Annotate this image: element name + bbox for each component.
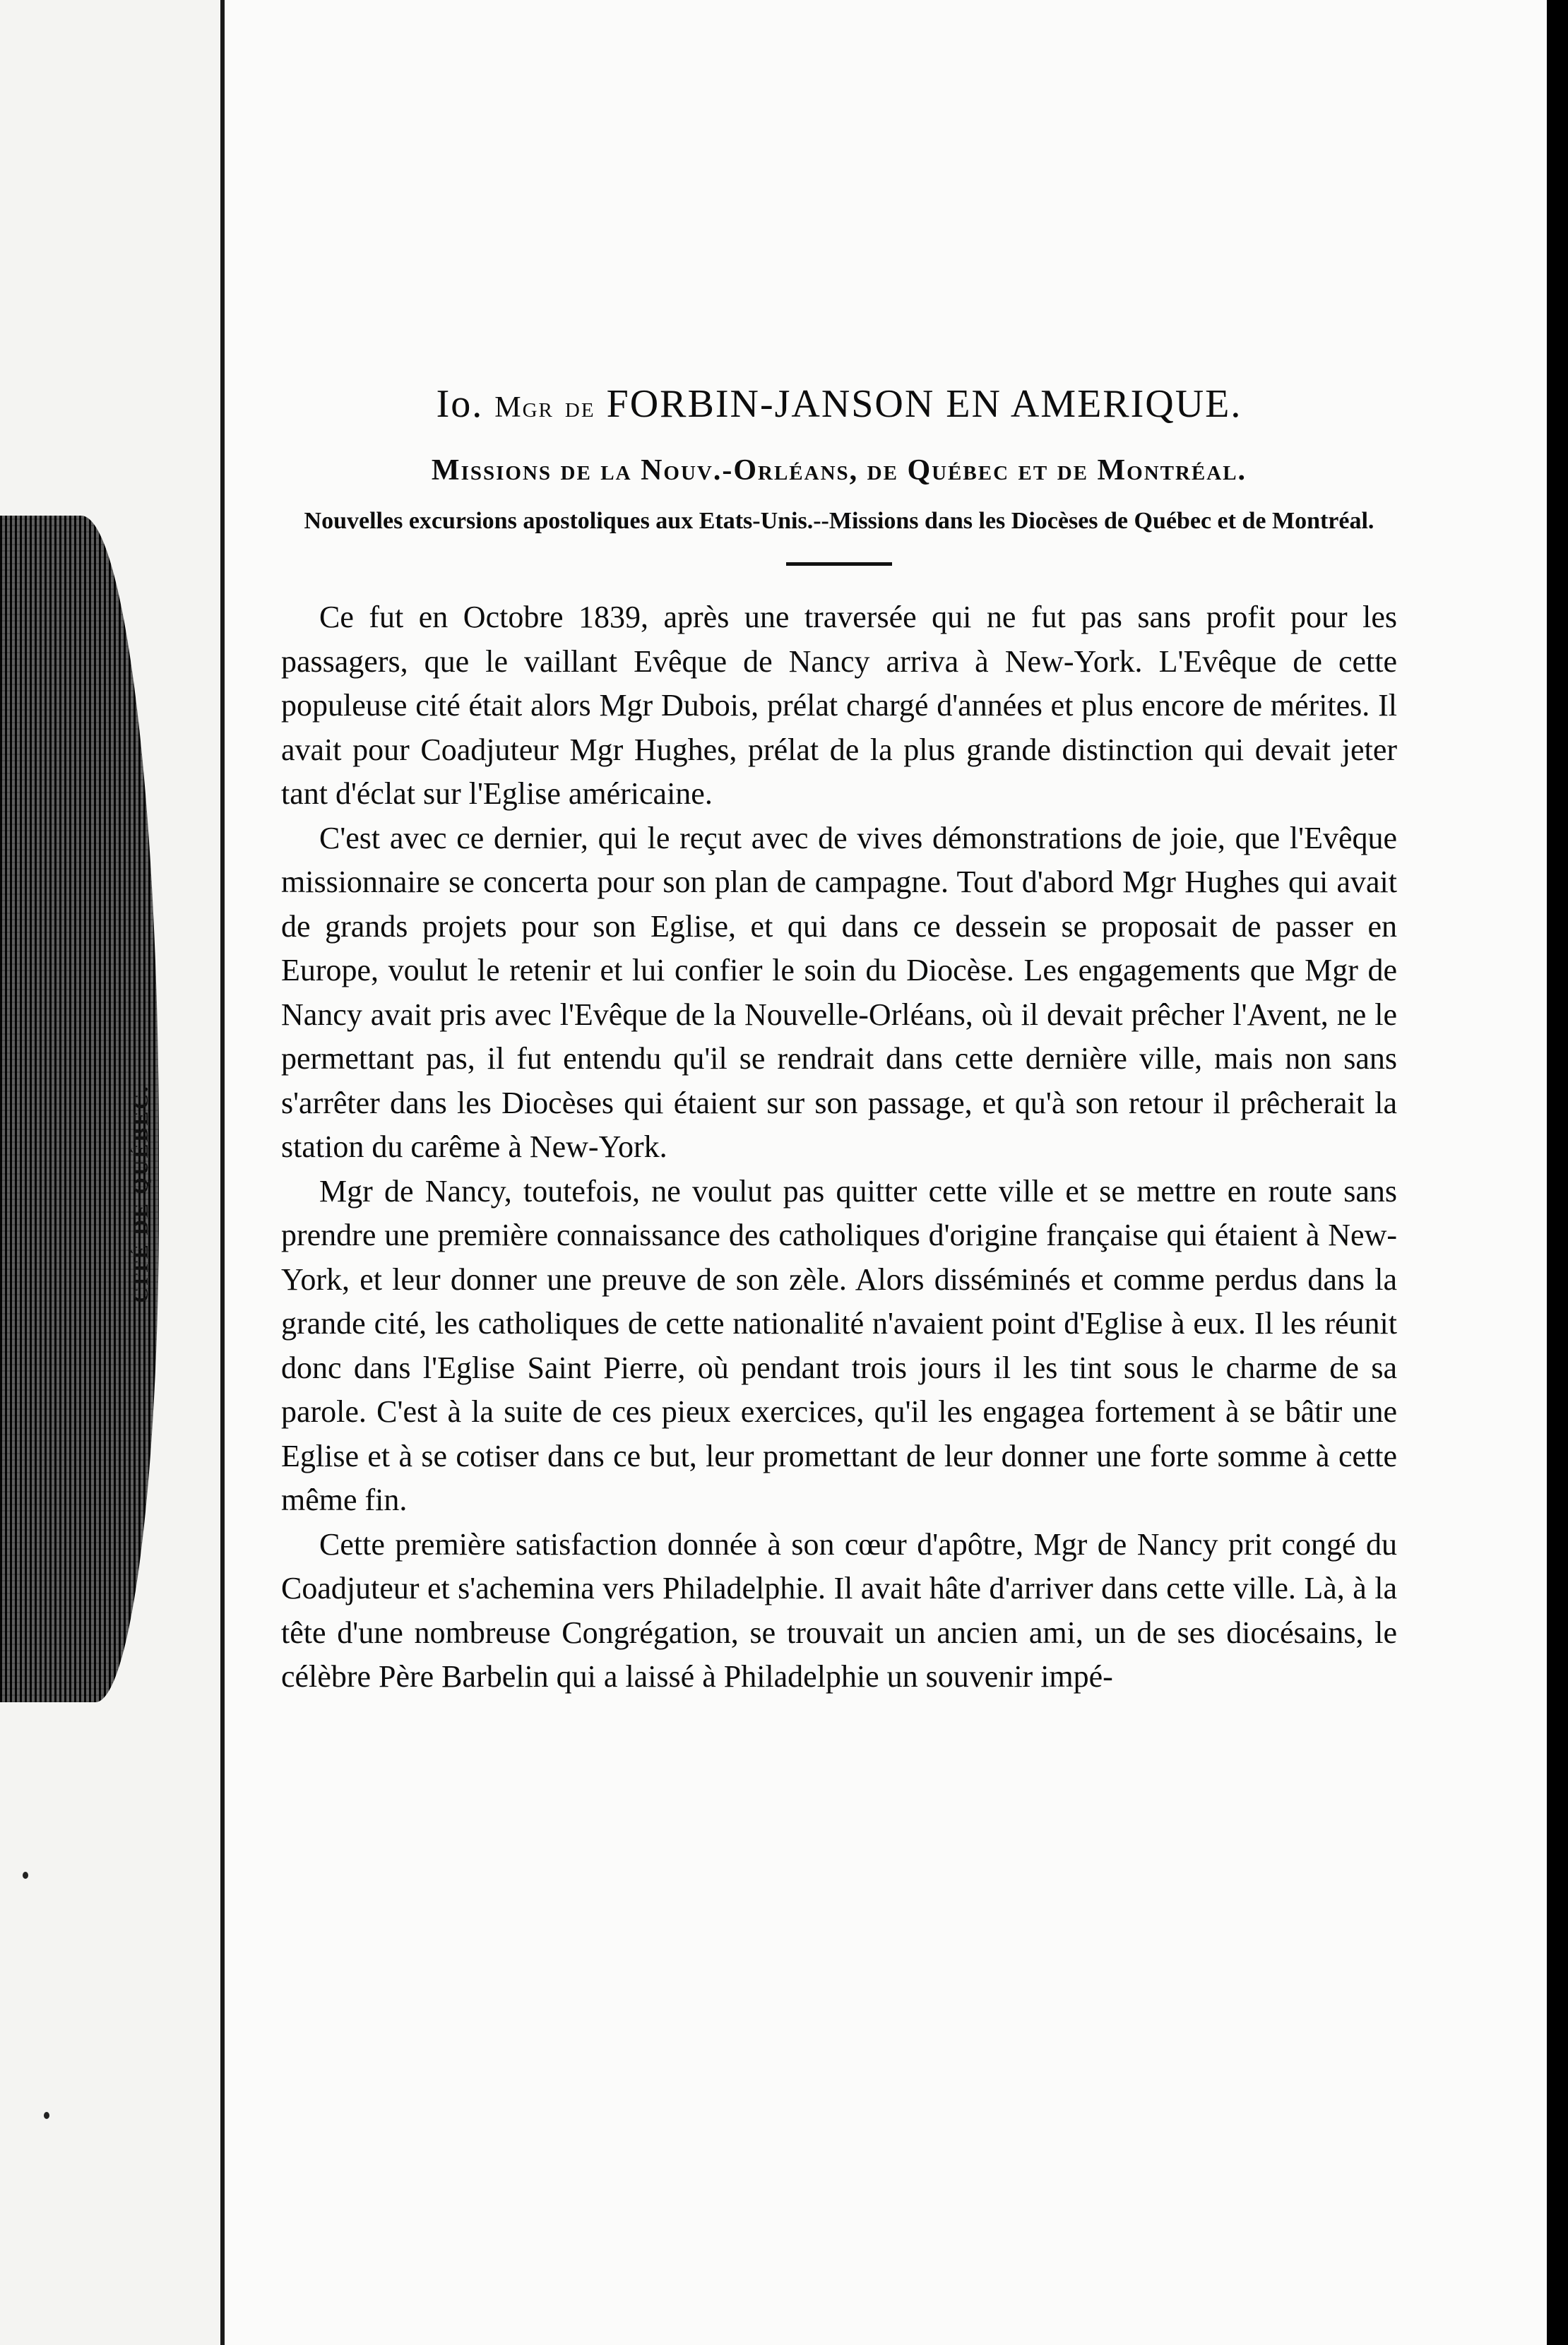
chapter-number: Io. [436, 382, 484, 426]
left-folded-page [0, 0, 225, 2345]
paragraph: Ce fut en Octobre 1839, après une traversée qui ne fut pas sans profit pour les passagers, que le vaillant Evêque de Nancy arriva à New-York. L'Evêque de cette populeuse cité était alors Mgr Dubois, prélat chargé d'années et plus encore de mérites. Il avait pour Coadjuteur Mgr Hughes, prélat de la plus grande distinction qui devait jeter tant d'éclat sur l'Eglise américaine. [281, 600, 1397, 811]
page-content [281, 381, 1397, 1699]
chapter-summary: Nouvelles excursions apostoliques aux Etats-Unis.--Missions dans les Diocèses de Québec et de Montréal. [304, 508, 1374, 534]
chapter-title-de: de [564, 391, 595, 424]
chapter-subtitle: Missions de la Nouv.-Orléans, de Québec et de Montréal. [431, 454, 1247, 487]
chapter-title [281, 381, 1397, 427]
paragraph: C'est avec ce dernier, qui le reçut avec de vives démonstrations de joie, que l'Evêque missionnaire se concerta pour son plan de campagne. Tout d'abord Mgr Hughes qui avait de grands projets pour son Eglise, et qui dans ce dessein se proposait de passer en Europe, voulut le retenir et lui confier le soin du Diocèse. Les engagements que Mgr de Nancy avait pris avec l'Evêque de la Nouvelle-Orléans, où il devait prêcher l'Avent, ne le permettant pas, il fut entendu qu'il se rendrait dans cette dernière ville, mais non sans s'arrêter dans les Diocèses qui étaient sur son passage, et qu'à son retour il prêcherait la station du carême à New-York. [281, 820, 1397, 1164]
spine-label: CITÉ DE QUÉBEC. [129, 1084, 153, 1303]
ink-speck [44, 2112, 49, 2119]
chapter-title-main: FORBIN-JANSON EN AMERIQUE. [606, 382, 1242, 426]
paragraph: Mgr de Nancy, toutefois, ne voulut pas quitter cette ville et se mettre en route sans prendre une première connaissance des catholiques d'origine française qui étaient à New-York, et leur donner une preuve de son zèle. Alors disséminés et comme perdus dans la grande cité, les catholiques de cette nationalité n'avaient point d'Eglise à eux. Il les réunit donc dans l'Eglise Saint Pierre, où pendant trois jours il les tint sous le charme de sa parole. C'est à la suite de ces pieux exercices, qu'il les engagea fortement à se bâtir une Eglise et à se cotiser dans ce but, leur promettant de leur donner une forte somme à cette même fin. [281, 1173, 1397, 1517]
book-page [225, 0, 1547, 2345]
body-text [281, 595, 1397, 1699]
chapter-title-mgr: Mgr [494, 391, 554, 424]
paragraph: Cette première satisfaction donnée à son cœur d'apôtre, Mgr de Nancy prit congé du Coadjuteur et s'achemina vers Philadelphie. Il avait hâte d'arriver dans cette ville. Là, à la tête d'une nombreuse Congrégation, se trouvait un ancien ami, un de ses diocésains, le célèbre Père Barbelin qui a laissé à Philadelphie un souvenir impé- [281, 1526, 1397, 1694]
divider-rule [786, 562, 892, 566]
ink-speck [23, 1872, 28, 1879]
